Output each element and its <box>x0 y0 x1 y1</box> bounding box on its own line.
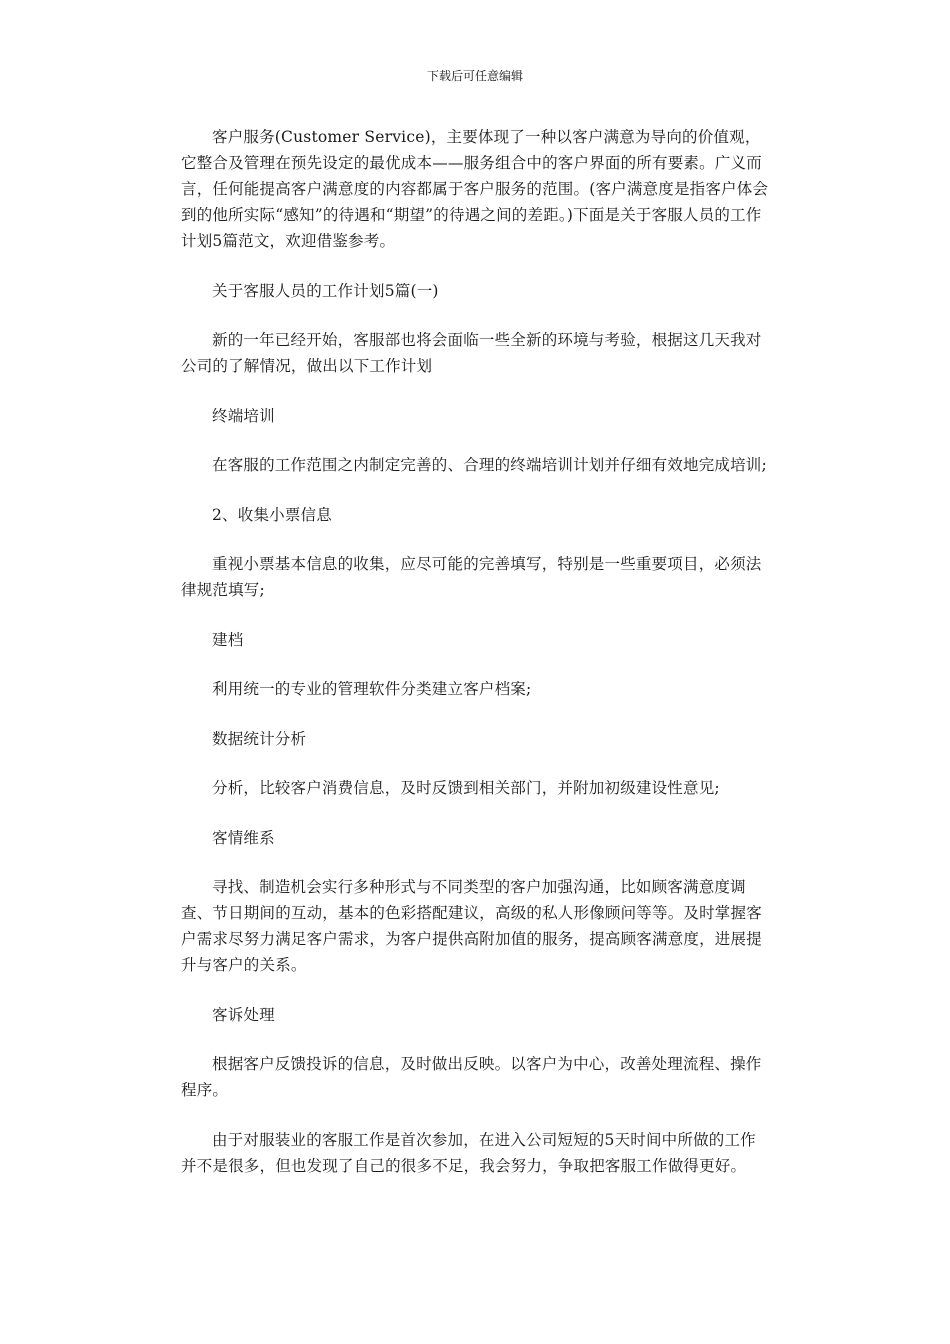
subheading-data-analysis: 数据统计分析 <box>212 730 307 748</box>
body-paragraph: 根据客户反馈投诉的信息，及时做出反映。以客户为中心，改善处理流程、操作程序。 <box>181 1055 762 1099</box>
subheading-collect-receipts: 2、收集小票信息 <box>212 506 332 524</box>
body-paragraph: 新的一年已经开始，客服部也将会面临一些全新的环境与考验，根据这几天我对公司的了解情况，做出以下工作计划 <box>181 331 762 375</box>
subheading-filing: 建档 <box>212 631 244 649</box>
body-paragraph: 重视小票基本信息的收集，应尽可能的完善填写，特别是一些重要项目，必须法律规范填写; <box>181 555 762 599</box>
page-header: 下载后可任意编辑 <box>426 69 523 83</box>
closing-paragraph: 由于对服装业的客服工作是首次参加，在进入公司短短的5天时间中所做的工作并不是很多，但也发现了自己的很多不足，我会努力，争取把客服工作做得更好。 <box>181 1131 756 1175</box>
subheading-terminal-training: 终端培训 <box>212 407 275 425</box>
body-paragraph: 利用统一的专业的管理软件分类建立客户档案; <box>212 680 532 698</box>
intro-paragraph: 客户服务(Customer Service)，主要体现了一种以客户满意为导向的价值观，它整合及管理在预先设定的最优成本——服务组合中的客户界面的所有要素。广义而言，任何能提高客户满意度的内容都属于客户服务的范围。(客户满意度是指客户体会到的他所实际“感知”的待遇和“期望”的待遇之间的差距。)下面是关于客服人员的工作计划5篇范文，欢迎借鉴参考。 <box>181 128 769 250</box>
subheading-complaint-handling: 客诉处理 <box>212 1006 275 1024</box>
document-body <box>181 124 771 1203</box>
body-paragraph: 寻找、制造机会实行多种形式与不同类型的客户加强沟通，比如顾客满意度调查、节日期间的互动，基本的色彩搭配建议，高级的私人形像顾问等等。及时掌握客户需求尽努力满足客户需求，为客户提供高附加值的服务，提高顾客满意度，进展提升与客户的关系。 <box>181 878 762 974</box>
subheading-customer-relations: 客情维系 <box>212 829 275 847</box>
body-paragraph: 分析，比较客户消费信息，及时反馈到相关部门，并附加初级建设性意见; <box>212 779 720 797</box>
body-paragraph: 在客服的工作范围之内制定完善的、合理的终端培训计划并仔细有效地完成培训; <box>212 456 767 474</box>
section-title: 关于客服人员的工作计划5篇(一) <box>212 282 439 300</box>
